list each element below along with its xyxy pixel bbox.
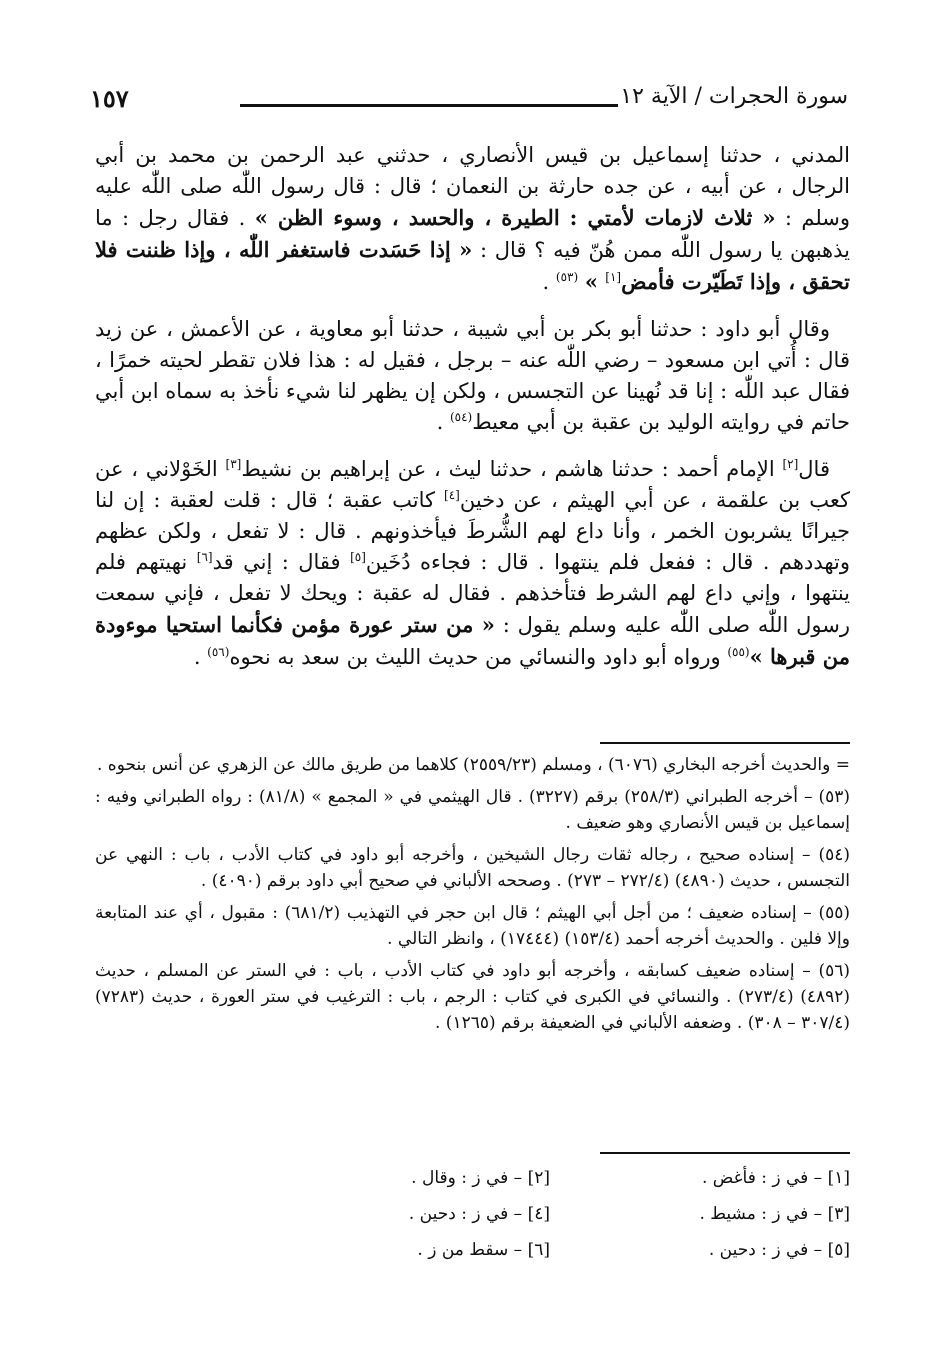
- footnote-ref: (٥٤): [449, 410, 473, 424]
- variant-ref: [٦]: [196, 550, 213, 564]
- hadith-quote-close: »: [584, 269, 606, 294]
- variant-ref: [٤]: [444, 488, 460, 502]
- footnote: (٥٦) – إسناده ضعيف كسابقه ، وأخرجه أبو داود في كتاب الأدب ، باب : في الستر عن المسلم ، حديث (٤٨٩٢) (٢٧٣/٤) . والنسائي في الكبرى في كتاب : الرجم ، باب : الترغيب في ستر العورة ، حديث (٧٢٨٣) (٣٠٧/٤ – ٣٠٨) . وضعفه الألباني في الضعيفة برقم (١٢٦٥) .: [95, 961, 851, 1033]
- main-text: [95, 140, 850, 689]
- text-run: . فقال رجل : ما يذهبهن يا رسول اللّٰه ممن هُنّ فيه ؟ قال :: [95, 206, 851, 262]
- text-run: الخَوْلاني ، عن كعب بن علقمة ، عن أبي الهيثم ، عن دخين: [95, 457, 850, 512]
- footnote-ref: (٥٥): [727, 645, 750, 659]
- variant-row: [250, 1240, 850, 1276]
- variant-note: [٣] – في ز : مشيط .: [699, 1204, 850, 1224]
- variants-separator: [600, 1152, 850, 1154]
- footnote-ref: (٥٦): [207, 645, 230, 659]
- footnote: (٥٣) – أخرجه الطبراني (٢٥٨/٣) برقم (٣٢٢٧) . قال الهيثمي في « المجمع » (٨١/٨) : رواه الطبراني وفيه : إسماعيل بن قيس الأنصاري وهو ضعيف .: [95, 787, 850, 833]
- text-run: المدني ، حدثنا إسماعيل بن قيس الأنصاري ، حدثني عبد الرحمن بن محمد بن أبي الرجال ، عن أبيه ، عن جده حارثة بن النعمان ؛ قال : قال رسول اللّٰه صلى اللّٰه عليه وسلم :: [95, 143, 851, 230]
- variant-note: [٤] – في ز : دحين .: [408, 1204, 550, 1224]
- paragraph-2: [95, 314, 850, 438]
- variant-row: [250, 1204, 850, 1240]
- paragraph-1: [95, 140, 850, 298]
- text-run: .: [542, 270, 556, 294]
- text-run: كاتب عقبة ؛ قال : قلت لعقبة : إن لنا جيرانًا يشربون الخمر ، وأنا داع لهم الشُّرطَ فيأخذونهم . قال : لا تفعل ، ولكن عظهم وتهددهم . قال : ففعل فلم ينتهوا . قال : فجاءه دُخَين: [95, 488, 851, 574]
- variant-note: [١] – في ز : فأغض .: [702, 1168, 850, 1188]
- hadith-quote: « ثلاث لازمات لأمتي : الطيرة ، والحسد ، وسوء الظن »: [254, 205, 776, 230]
- text-run: قال: [798, 457, 830, 481]
- footnote-separator: [600, 742, 850, 744]
- variant-note: [٥] – في ز : دحين .: [708, 1240, 850, 1260]
- text-run: وقال أبو داود : حدثنا أبو بكر بن أبي شيبة ، حدثنا أبو معاوية ، عن الأعمش ، عن زيد قال : أُتي ابن مسعود – رضي اللّٰه عنه – برجل ، فقيل له : هذا فلان تقطر لحيته خمرًا ، فقال عبد اللّٰه : إنا قد نُهينا عن التجسس ، ولكن إن يظهر لنا شيء نأخذ به سماه ابن أبي حاتم في روايته الوليد بن عقبة بن أبي معيط: [95, 317, 850, 434]
- variant-note: [٢] – في ز : وقال .: [411, 1168, 550, 1188]
- footnote: (٥٤) – إسناده صحيح ، رجاله ثقات رجال الشيخين ، وأخرجه أبو داود في كتاب الأدب ، باب : النهي عن التجسس ، حديث (٤٨٩٠) (٢٧٢/٤ – ٢٧٣) . وصححه الألباني في صحيح أبي داود برقم (٤٠٩٠) .: [95, 845, 850, 891]
- hadith-quote: « إذا حَسَدت فاستغفر اللّٰه ، وإذا ظننت فلا تحقق ، وإذا تَطَيّرت فأمض: [95, 237, 850, 294]
- text-run: الإمام أحمد : حدثنا هاشم ، حدثنا ليث ، عن إبراهيم بن نشيط: [241, 457, 783, 481]
- surah-title: سورة الحجرات / الآية ١٢: [620, 84, 848, 109]
- paragraph-3: [95, 454, 850, 673]
- manuscript-variants: [250, 1168, 850, 1276]
- text-run: نهيتهم فلم ينتهوا ، وإني داع لهم الشرط فتأخذهم . فقال له عقبة : ويحك لا تفعل ، فإني سمعت رسول اللّٰه صلى اللّٰه عليه وسلم يقول :: [95, 550, 850, 637]
- text-run: .: [193, 645, 208, 669]
- variant-ref: [٥]: [350, 550, 366, 564]
- text-run: فقال : إني قد: [212, 550, 351, 574]
- variant-note: [٦] – سقط من ز .: [417, 1240, 550, 1260]
- variant-ref: [٢]: [782, 457, 799, 471]
- footnote: = والحديث أخرجه البخاري (٦٠٧٦) ، ومسلم (٢٥٥٩/٢٣) كلاهما من طريق مالك عن الزهري عن أنس بنحوه .: [96, 755, 850, 775]
- variant-ref: [١]: [605, 270, 622, 284]
- footnote: (٥٥) – إسناده ضعيف ؛ من أجل أبي الهيثم ؛ قال ابن حجر في التهذيب (٦٨١/٢) : مقبول ، أي عند المتابعة وإلا فلين . والحديث أخرجه أحمد (١٥٣/٤) (١٧٤٤٤) ، وانظر التالي .: [95, 903, 851, 949]
- running-header: [90, 84, 848, 118]
- page-number: ١٥٧: [90, 84, 129, 113]
- footnote-ref: (٥٣): [555, 270, 579, 284]
- variant-ref: [٣]: [225, 457, 242, 471]
- text-run: ورواه أبو داود والنسائي من حديث الليث بن سعد به نحوه: [229, 645, 728, 669]
- hadith-quote: « من ستر عورة مؤمن فكأنما استحيا موءودة من قبرها »: [95, 612, 850, 669]
- variant-row: [250, 1168, 850, 1204]
- footnotes: [95, 752, 850, 1042]
- text-run: .: [436, 410, 450, 434]
- header-rule: [240, 104, 618, 107]
